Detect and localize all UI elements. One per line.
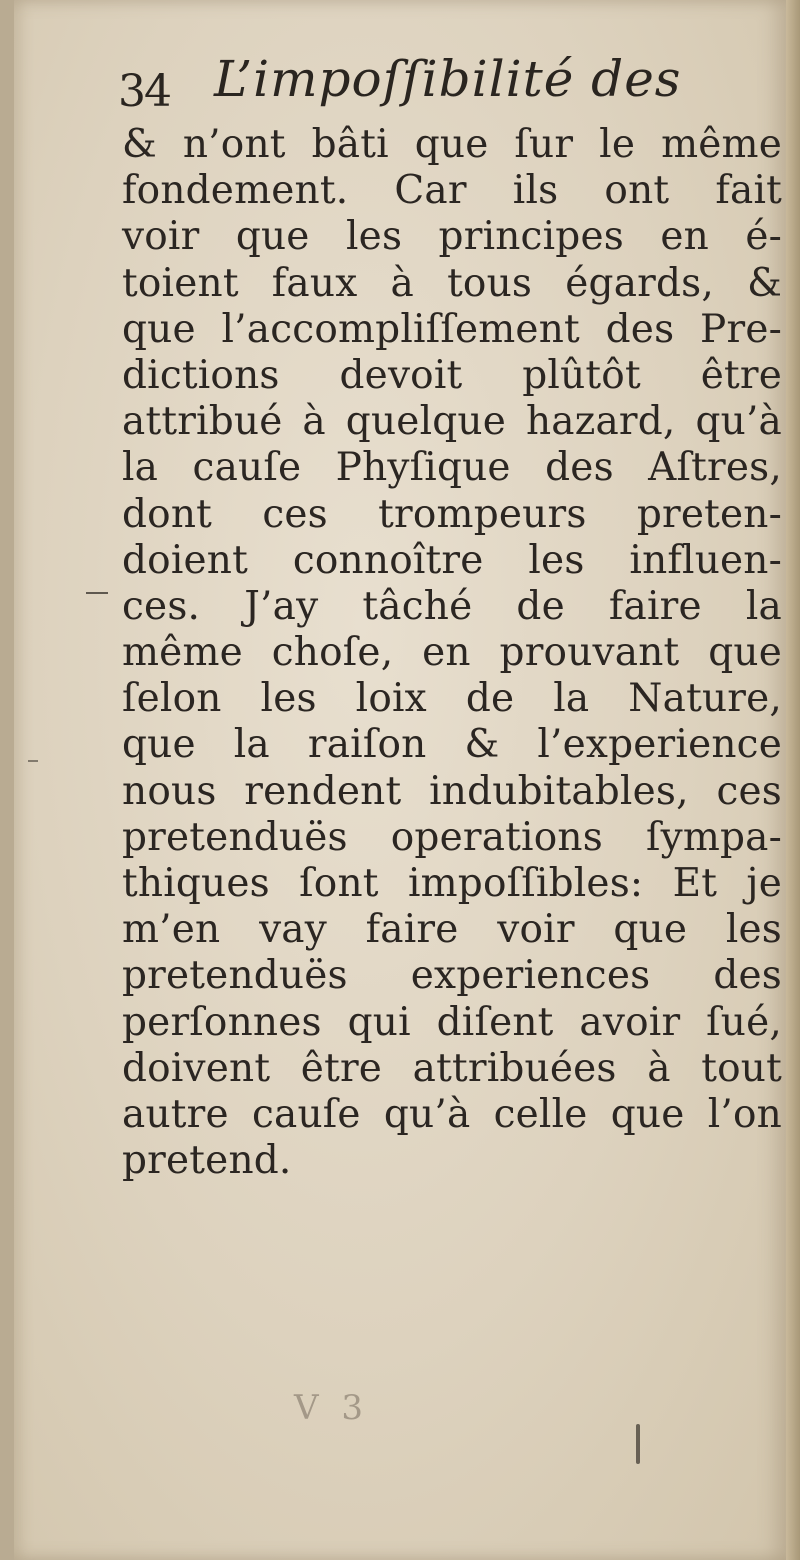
text-line: fondement. Car ils ont fait <box>122 168 782 214</box>
text-line: ces. J’ay tâché de faire la <box>122 583 782 629</box>
running-title: L’impoſſibilité des <box>214 50 682 108</box>
text-line: autre cauſe qu’à celle que l’on <box>122 1091 782 1137</box>
text-line: doivent être attribuées à tout <box>122 1045 782 1091</box>
text-line: doient connoître les influen- <box>122 537 782 583</box>
text-line: attribué à quelque hazard, qu’à <box>122 399 782 445</box>
page-header <box>118 50 758 120</box>
text-line: dictions devoit plûtôt être <box>122 352 782 398</box>
page-edge <box>786 0 800 1560</box>
page-number: 34 <box>118 66 170 117</box>
text-line: pretenduës experiences des <box>122 953 782 999</box>
text-line: même choſe, en prouvant que <box>122 630 782 676</box>
text-line: m’en vay faire voir que les <box>122 907 782 953</box>
text-line: dont ces trompeurs preten- <box>122 491 782 537</box>
text-line: que l’accompliſſement des Pre- <box>122 306 782 352</box>
margin-mark <box>28 760 38 762</box>
text-line: perſonnes qui diſent avoir ſué, <box>122 999 782 1045</box>
text-line: thiques ſont impoſſibles: Et je <box>122 861 782 906</box>
text-line: la cauſe Phyſique des Aſtres, <box>122 445 782 491</box>
text-line: pretenduës operations ſympa- <box>122 814 782 860</box>
text-line: voir que les principes en é- <box>122 214 782 260</box>
text-line: que la raiſon & l’experience <box>122 722 782 768</box>
signature-mark: V 3 <box>294 1388 369 1428</box>
text-line: toient faux à tous égards, & <box>122 260 782 306</box>
text-line: & n’ont bâti que ſur le même <box>122 122 782 167</box>
text-line: nous rendent indubitables, ces <box>122 768 782 814</box>
body-text <box>122 122 782 1184</box>
text-line: pretend. <box>122 1138 292 1184</box>
book-page <box>14 0 786 1560</box>
margin-mark <box>86 592 108 594</box>
ink-speck <box>636 1424 640 1464</box>
text-line: ſelon les loix de la Nature, <box>122 676 782 722</box>
